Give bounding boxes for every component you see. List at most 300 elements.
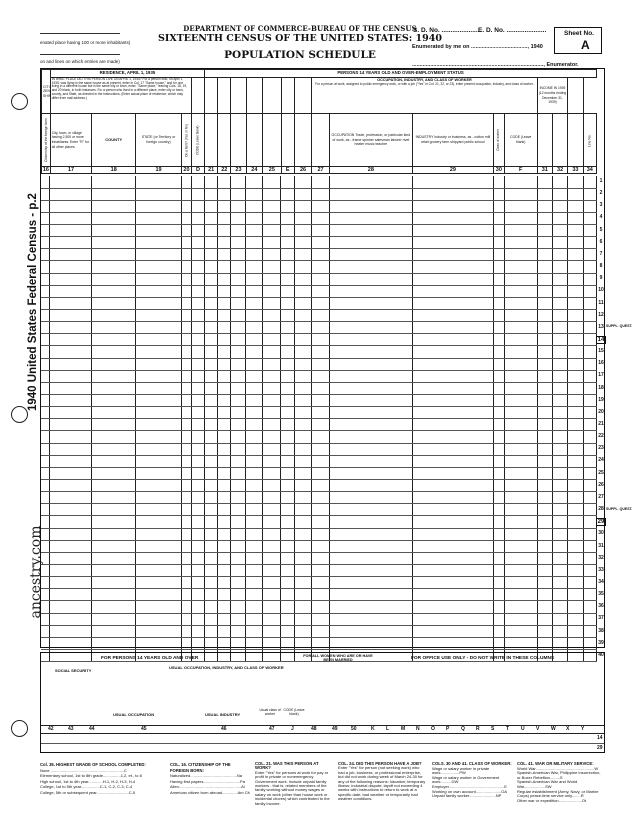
entry-cell[interactable] [493, 346, 504, 358]
entry-cell[interactable] [230, 625, 245, 637]
entry-cell[interactable] [281, 249, 294, 261]
entry-cell[interactable] [504, 395, 537, 407]
entry-cell[interactable] [312, 225, 330, 237]
entry-cell[interactable] [537, 443, 552, 455]
entry-cell[interactable] [312, 565, 330, 577]
entry-cell[interactable] [568, 346, 583, 358]
entry-cell[interactable] [412, 358, 493, 370]
entry-cell[interactable] [50, 516, 92, 528]
entry-cell[interactable] [568, 492, 583, 504]
entry-cell[interactable] [294, 297, 312, 309]
entry-cell[interactable] [41, 370, 50, 382]
entry-cell[interactable] [181, 297, 191, 309]
entry-cell[interactable] [537, 407, 552, 419]
entry-cell[interactable] [537, 504, 552, 516]
entry-cell[interactable] [493, 577, 504, 589]
entry-cell[interactable] [50, 431, 92, 443]
entry-cell[interactable] [135, 237, 181, 249]
entry-cell[interactable] [583, 249, 596, 261]
entry-cell[interactable] [230, 492, 245, 504]
entry-cell[interactable] [312, 334, 330, 346]
entry-cell[interactable] [181, 455, 191, 467]
entry-cell[interactable] [91, 273, 135, 285]
entry-cell[interactable] [246, 540, 262, 552]
entry-cell[interactable] [135, 419, 181, 431]
entry-cell[interactable] [191, 322, 204, 334]
entry-cell[interactable] [537, 625, 552, 637]
entry-cell[interactable] [191, 601, 204, 613]
entry-cell[interactable] [191, 334, 204, 346]
entry-cell[interactable] [537, 419, 552, 431]
entry-cell[interactable] [135, 637, 181, 649]
entry-cell[interactable] [204, 212, 217, 224]
entry-cell[interactable] [329, 565, 412, 577]
entry-cell[interactable] [230, 528, 245, 540]
entry-cell[interactable] [568, 273, 583, 285]
entry-cell[interactable] [246, 443, 262, 455]
entry-cell[interactable] [568, 419, 583, 431]
entry-cell[interactable] [41, 467, 50, 479]
entry-cell[interactable] [537, 613, 552, 625]
entry-cell[interactable] [537, 310, 552, 322]
entry-cell[interactable] [41, 443, 50, 455]
entry-cell[interactable] [246, 188, 262, 200]
entry-cell[interactable] [329, 346, 412, 358]
entry-cell[interactable] [135, 552, 181, 564]
entry-cell[interactable] [262, 249, 281, 261]
entry-cell[interactable] [281, 212, 294, 224]
entry-cell[interactable] [41, 188, 50, 200]
entry-cell[interactable] [493, 249, 504, 261]
entry-cell[interactable] [412, 370, 493, 382]
entry-cell[interactable] [504, 431, 537, 443]
entry-cell[interactable] [246, 504, 262, 516]
entry-cell[interactable] [329, 577, 412, 589]
entry-cell[interactable] [504, 212, 537, 224]
entry-cell[interactable] [583, 577, 596, 589]
entry-cell[interactable] [246, 297, 262, 309]
entry-cell[interactable] [191, 188, 204, 200]
entry-cell[interactable] [504, 577, 537, 589]
entry-cell[interactable] [553, 577, 568, 589]
entry-cell[interactable] [191, 358, 204, 370]
entry-cell[interactable] [312, 370, 330, 382]
entry-cell[interactable] [537, 552, 552, 564]
entry-cell[interactable] [281, 625, 294, 637]
entry-cell[interactable] [230, 285, 245, 297]
entry-cell[interactable] [412, 613, 493, 625]
entry-cell[interactable] [230, 613, 245, 625]
entry-cell[interactable] [329, 334, 412, 346]
entry-cell[interactable] [504, 382, 537, 394]
entry-cell[interactable] [50, 297, 92, 309]
entry-cell[interactable] [91, 395, 135, 407]
entry-cell[interactable] [568, 528, 583, 540]
entry-cell[interactable] [135, 407, 181, 419]
entry-cell[interactable] [553, 504, 568, 516]
entry-cell[interactable] [204, 565, 217, 577]
entry-cell[interactable] [246, 552, 262, 564]
entry-cell[interactable] [493, 358, 504, 370]
entry-cell[interactable] [204, 261, 217, 273]
entry-cell[interactable] [294, 273, 312, 285]
entry-cell[interactable] [329, 552, 412, 564]
entry-cell[interactable] [262, 443, 281, 455]
entry-cell[interactable] [204, 358, 217, 370]
entry-cell[interactable] [504, 261, 537, 273]
entry-cell[interactable] [553, 565, 568, 577]
entry-cell[interactable] [312, 577, 330, 589]
entry-cell[interactable] [246, 431, 262, 443]
entry-cell[interactable] [91, 601, 135, 613]
entry-cell[interactable] [583, 395, 596, 407]
entry-cell[interactable] [504, 310, 537, 322]
entry-cell[interactable] [181, 589, 191, 601]
entry-cell[interactable] [568, 370, 583, 382]
entry-cell[interactable] [262, 382, 281, 394]
entry-cell[interactable] [281, 395, 294, 407]
entry-cell[interactable] [191, 200, 204, 212]
entry-cell[interactable] [493, 297, 504, 309]
entry-cell[interactable] [553, 492, 568, 504]
entry-cell[interactable] [553, 601, 568, 613]
entry-cell[interactable] [135, 370, 181, 382]
entry-cell[interactable] [217, 297, 230, 309]
entry-cell[interactable] [204, 601, 217, 613]
entry-cell[interactable] [135, 443, 181, 455]
entry-cell[interactable] [41, 382, 50, 394]
entry-cell[interactable] [191, 467, 204, 479]
entry-cell[interactable] [91, 297, 135, 309]
entry-cell[interactable] [50, 310, 92, 322]
entry-cell[interactable] [294, 455, 312, 467]
entry-cell[interactable] [294, 334, 312, 346]
entry-cell[interactable] [294, 480, 312, 492]
entry-cell[interactable] [312, 467, 330, 479]
entry-cell[interactable] [553, 237, 568, 249]
entry-cell[interactable] [246, 358, 262, 370]
entry-cell[interactable] [583, 261, 596, 273]
entry-cell[interactable] [135, 212, 181, 224]
entry-cell[interactable] [493, 261, 504, 273]
entry-cell[interactable] [553, 613, 568, 625]
entry-cell[interactable] [262, 516, 281, 528]
entry-cell[interactable] [230, 176, 245, 188]
entry-cell[interactable] [493, 225, 504, 237]
entry-cell[interactable] [329, 285, 412, 297]
entry-cell[interactable] [281, 358, 294, 370]
entry-cell[interactable] [568, 552, 583, 564]
entry-cell[interactable] [281, 467, 294, 479]
entry-cell[interactable] [230, 334, 245, 346]
entry-cell[interactable] [217, 577, 230, 589]
entry-cell[interactable] [181, 419, 191, 431]
entry-cell[interactable] [583, 443, 596, 455]
entry-cell[interactable] [312, 540, 330, 552]
entry-cell[interactable] [135, 176, 181, 188]
entry-cell[interactable] [312, 552, 330, 564]
entry-cell[interactable] [281, 285, 294, 297]
entry-cell[interactable] [262, 310, 281, 322]
entry-cell[interactable] [493, 443, 504, 455]
entry-cell[interactable] [553, 431, 568, 443]
entry-cell[interactable] [493, 637, 504, 649]
entry-cell[interactable] [191, 613, 204, 625]
entry-cell[interactable] [135, 431, 181, 443]
entry-cell[interactable] [41, 589, 50, 601]
entry-cell[interactable] [204, 467, 217, 479]
entry-cell[interactable] [568, 249, 583, 261]
entry-cell[interactable] [553, 419, 568, 431]
entry-cell[interactable] [246, 625, 262, 637]
entry-cell[interactable] [583, 455, 596, 467]
entry-cell[interactable] [204, 395, 217, 407]
entry-cell[interactable] [281, 419, 294, 431]
entry-cell[interactable] [412, 188, 493, 200]
entry-cell[interactable] [230, 237, 245, 249]
entry-cell[interactable] [294, 285, 312, 297]
entry-cell[interactable] [493, 431, 504, 443]
entry-cell[interactable] [217, 589, 230, 601]
entry-cell[interactable] [312, 212, 330, 224]
entry-cell[interactable] [553, 212, 568, 224]
entry-cell[interactable] [312, 310, 330, 322]
entry-cell[interactable] [553, 322, 568, 334]
entry-cell[interactable] [553, 589, 568, 601]
entry-cell[interactable] [583, 613, 596, 625]
entry-cell[interactable] [91, 249, 135, 261]
entry-cell[interactable] [329, 589, 412, 601]
entry-cell[interactable] [217, 212, 230, 224]
entry-cell[interactable] [181, 188, 191, 200]
entry-cell[interactable] [191, 310, 204, 322]
entry-cell[interactable] [504, 249, 537, 261]
entry-cell[interactable] [204, 310, 217, 322]
entry-cell[interactable] [312, 601, 330, 613]
entry-cell[interactable] [50, 237, 92, 249]
entry-cell[interactable] [504, 419, 537, 431]
entry-cell[interactable] [504, 237, 537, 249]
entry-cell[interactable] [181, 601, 191, 613]
entry-cell[interactable] [312, 480, 330, 492]
entry-cell[interactable] [181, 431, 191, 443]
entry-cell[interactable] [553, 297, 568, 309]
entry-cell[interactable] [312, 455, 330, 467]
entry-cell[interactable] [329, 176, 412, 188]
entry-cell[interactable] [204, 625, 217, 637]
entry-cell[interactable] [583, 200, 596, 212]
entry-cell[interactable] [91, 625, 135, 637]
entry-cell[interactable] [262, 480, 281, 492]
entry-cell[interactable] [504, 176, 537, 188]
entry-cell[interactable] [217, 492, 230, 504]
entry-cell[interactable] [294, 176, 312, 188]
entry-cell[interactable] [504, 589, 537, 601]
entry-cell[interactable] [537, 188, 552, 200]
entry-cell[interactable] [135, 346, 181, 358]
entry-cell[interactable] [329, 431, 412, 443]
entry-cell[interactable] [294, 225, 312, 237]
entry-cell[interactable] [568, 382, 583, 394]
entry-cell[interactable] [204, 540, 217, 552]
entry-cell[interactable] [294, 346, 312, 358]
entry-cell[interactable] [191, 297, 204, 309]
entry-cell[interactable] [191, 589, 204, 601]
entry-cell[interactable] [553, 552, 568, 564]
entry-cell[interactable] [246, 237, 262, 249]
entry-cell[interactable] [568, 212, 583, 224]
entry-cell[interactable] [583, 407, 596, 419]
entry-cell[interactable] [41, 528, 50, 540]
entry-cell[interactable] [294, 552, 312, 564]
entry-cell[interactable] [230, 407, 245, 419]
entry-cell[interactable] [412, 382, 493, 394]
entry-cell[interactable] [217, 358, 230, 370]
entry-cell[interactable] [217, 467, 230, 479]
entry-cell[interactable] [493, 492, 504, 504]
entry-cell[interactable] [504, 297, 537, 309]
entry-cell[interactable] [191, 504, 204, 516]
entry-cell[interactable] [135, 540, 181, 552]
entry-cell[interactable] [191, 346, 204, 358]
entry-cell[interactable] [50, 637, 92, 649]
entry-cell[interactable] [493, 334, 504, 346]
entry-cell[interactable] [204, 589, 217, 601]
entry-cell[interactable] [493, 552, 504, 564]
entry-cell[interactable] [246, 480, 262, 492]
entry-cell[interactable] [329, 200, 412, 212]
entry-cell[interactable] [281, 261, 294, 273]
entry-cell[interactable] [204, 455, 217, 467]
entry-cell[interactable] [553, 516, 568, 528]
entry-cell[interactable] [50, 552, 92, 564]
entry-cell[interactable] [583, 516, 596, 528]
entry-cell[interactable] [537, 273, 552, 285]
entry-cell[interactable] [329, 273, 412, 285]
entry-cell[interactable] [583, 334, 596, 346]
entry-cell[interactable] [135, 589, 181, 601]
entry-cell[interactable] [568, 455, 583, 467]
entry-cell[interactable] [281, 540, 294, 552]
entry-cell[interactable] [583, 358, 596, 370]
entry-cell[interactable] [412, 249, 493, 261]
entry-cell[interactable] [262, 237, 281, 249]
entry-cell[interactable] [281, 504, 294, 516]
entry-cell[interactable] [504, 285, 537, 297]
entry-cell[interactable] [91, 188, 135, 200]
entry-cell[interactable] [504, 601, 537, 613]
entry-cell[interactable] [312, 273, 330, 285]
entry-cell[interactable] [191, 492, 204, 504]
entry-cell[interactable] [191, 552, 204, 564]
entry-cell[interactable] [191, 565, 204, 577]
entry-cell[interactable] [246, 310, 262, 322]
entry-cell[interactable] [294, 589, 312, 601]
entry-cell[interactable] [230, 577, 245, 589]
entry-cell[interactable] [537, 261, 552, 273]
entry-cell[interactable] [262, 212, 281, 224]
entry-cell[interactable] [568, 407, 583, 419]
entry-cell[interactable] [50, 480, 92, 492]
entry-cell[interactable] [537, 565, 552, 577]
entry-cell[interactable] [181, 310, 191, 322]
entry-cell[interactable] [281, 188, 294, 200]
entry-cell[interactable] [568, 395, 583, 407]
entry-cell[interactable] [294, 358, 312, 370]
entry-cell[interactable] [135, 577, 181, 589]
entry-cell[interactable] [583, 528, 596, 540]
entry-cell[interactable] [568, 443, 583, 455]
entry-cell[interactable] [50, 601, 92, 613]
entry-cell[interactable] [493, 480, 504, 492]
entry-cell[interactable] [312, 419, 330, 431]
entry-cell[interactable] [217, 613, 230, 625]
entry-cell[interactable] [553, 637, 568, 649]
entry-cell[interactable] [50, 565, 92, 577]
entry-cell[interactable] [204, 225, 217, 237]
entry-cell[interactable] [329, 516, 412, 528]
entry-cell[interactable] [50, 273, 92, 285]
entry-cell[interactable] [568, 225, 583, 237]
entry-cell[interactable] [329, 419, 412, 431]
entry-cell[interactable] [246, 577, 262, 589]
entry-cell[interactable] [412, 297, 493, 309]
entry-cell[interactable] [50, 322, 92, 334]
entry-cell[interactable] [553, 455, 568, 467]
entry-cell[interactable] [50, 467, 92, 479]
entry-cell[interactable] [230, 322, 245, 334]
entry-cell[interactable] [217, 346, 230, 358]
entry-cell[interactable] [181, 504, 191, 516]
entry-cell[interactable] [262, 200, 281, 212]
entry-cell[interactable] [230, 504, 245, 516]
entry-cell[interactable] [50, 504, 92, 516]
entry-cell[interactable] [262, 346, 281, 358]
entry-cell[interactable] [246, 613, 262, 625]
entry-cell[interactable] [246, 322, 262, 334]
entry-cell[interactable] [312, 322, 330, 334]
entry-cell[interactable] [537, 285, 552, 297]
entry-cell[interactable] [181, 492, 191, 504]
entry-cell[interactable] [553, 467, 568, 479]
entry-cell[interactable] [50, 419, 92, 431]
entry-cell[interactable] [91, 577, 135, 589]
entry-cell[interactable] [41, 346, 50, 358]
entry-cell[interactable] [91, 237, 135, 249]
entry-cell[interactable] [230, 637, 245, 649]
entry-cell[interactable] [181, 225, 191, 237]
entry-cell[interactable] [91, 467, 135, 479]
entry-cell[interactable] [537, 297, 552, 309]
entry-cell[interactable] [262, 419, 281, 431]
entry-cell[interactable] [294, 492, 312, 504]
entry-cell[interactable] [50, 370, 92, 382]
entry-cell[interactable] [50, 334, 92, 346]
entry-cell[interactable] [504, 334, 537, 346]
entry-cell[interactable] [583, 540, 596, 552]
entry-cell[interactable] [294, 528, 312, 540]
entry-cell[interactable] [204, 176, 217, 188]
entry-cell[interactable] [537, 176, 552, 188]
entry-cell[interactable] [493, 322, 504, 334]
entry-cell[interactable] [230, 480, 245, 492]
entry-cell[interactable] [312, 237, 330, 249]
entry-cell[interactable] [412, 273, 493, 285]
entry-cell[interactable] [329, 212, 412, 224]
entry-cell[interactable] [537, 492, 552, 504]
entry-cell[interactable] [281, 346, 294, 358]
entry-cell[interactable] [583, 492, 596, 504]
